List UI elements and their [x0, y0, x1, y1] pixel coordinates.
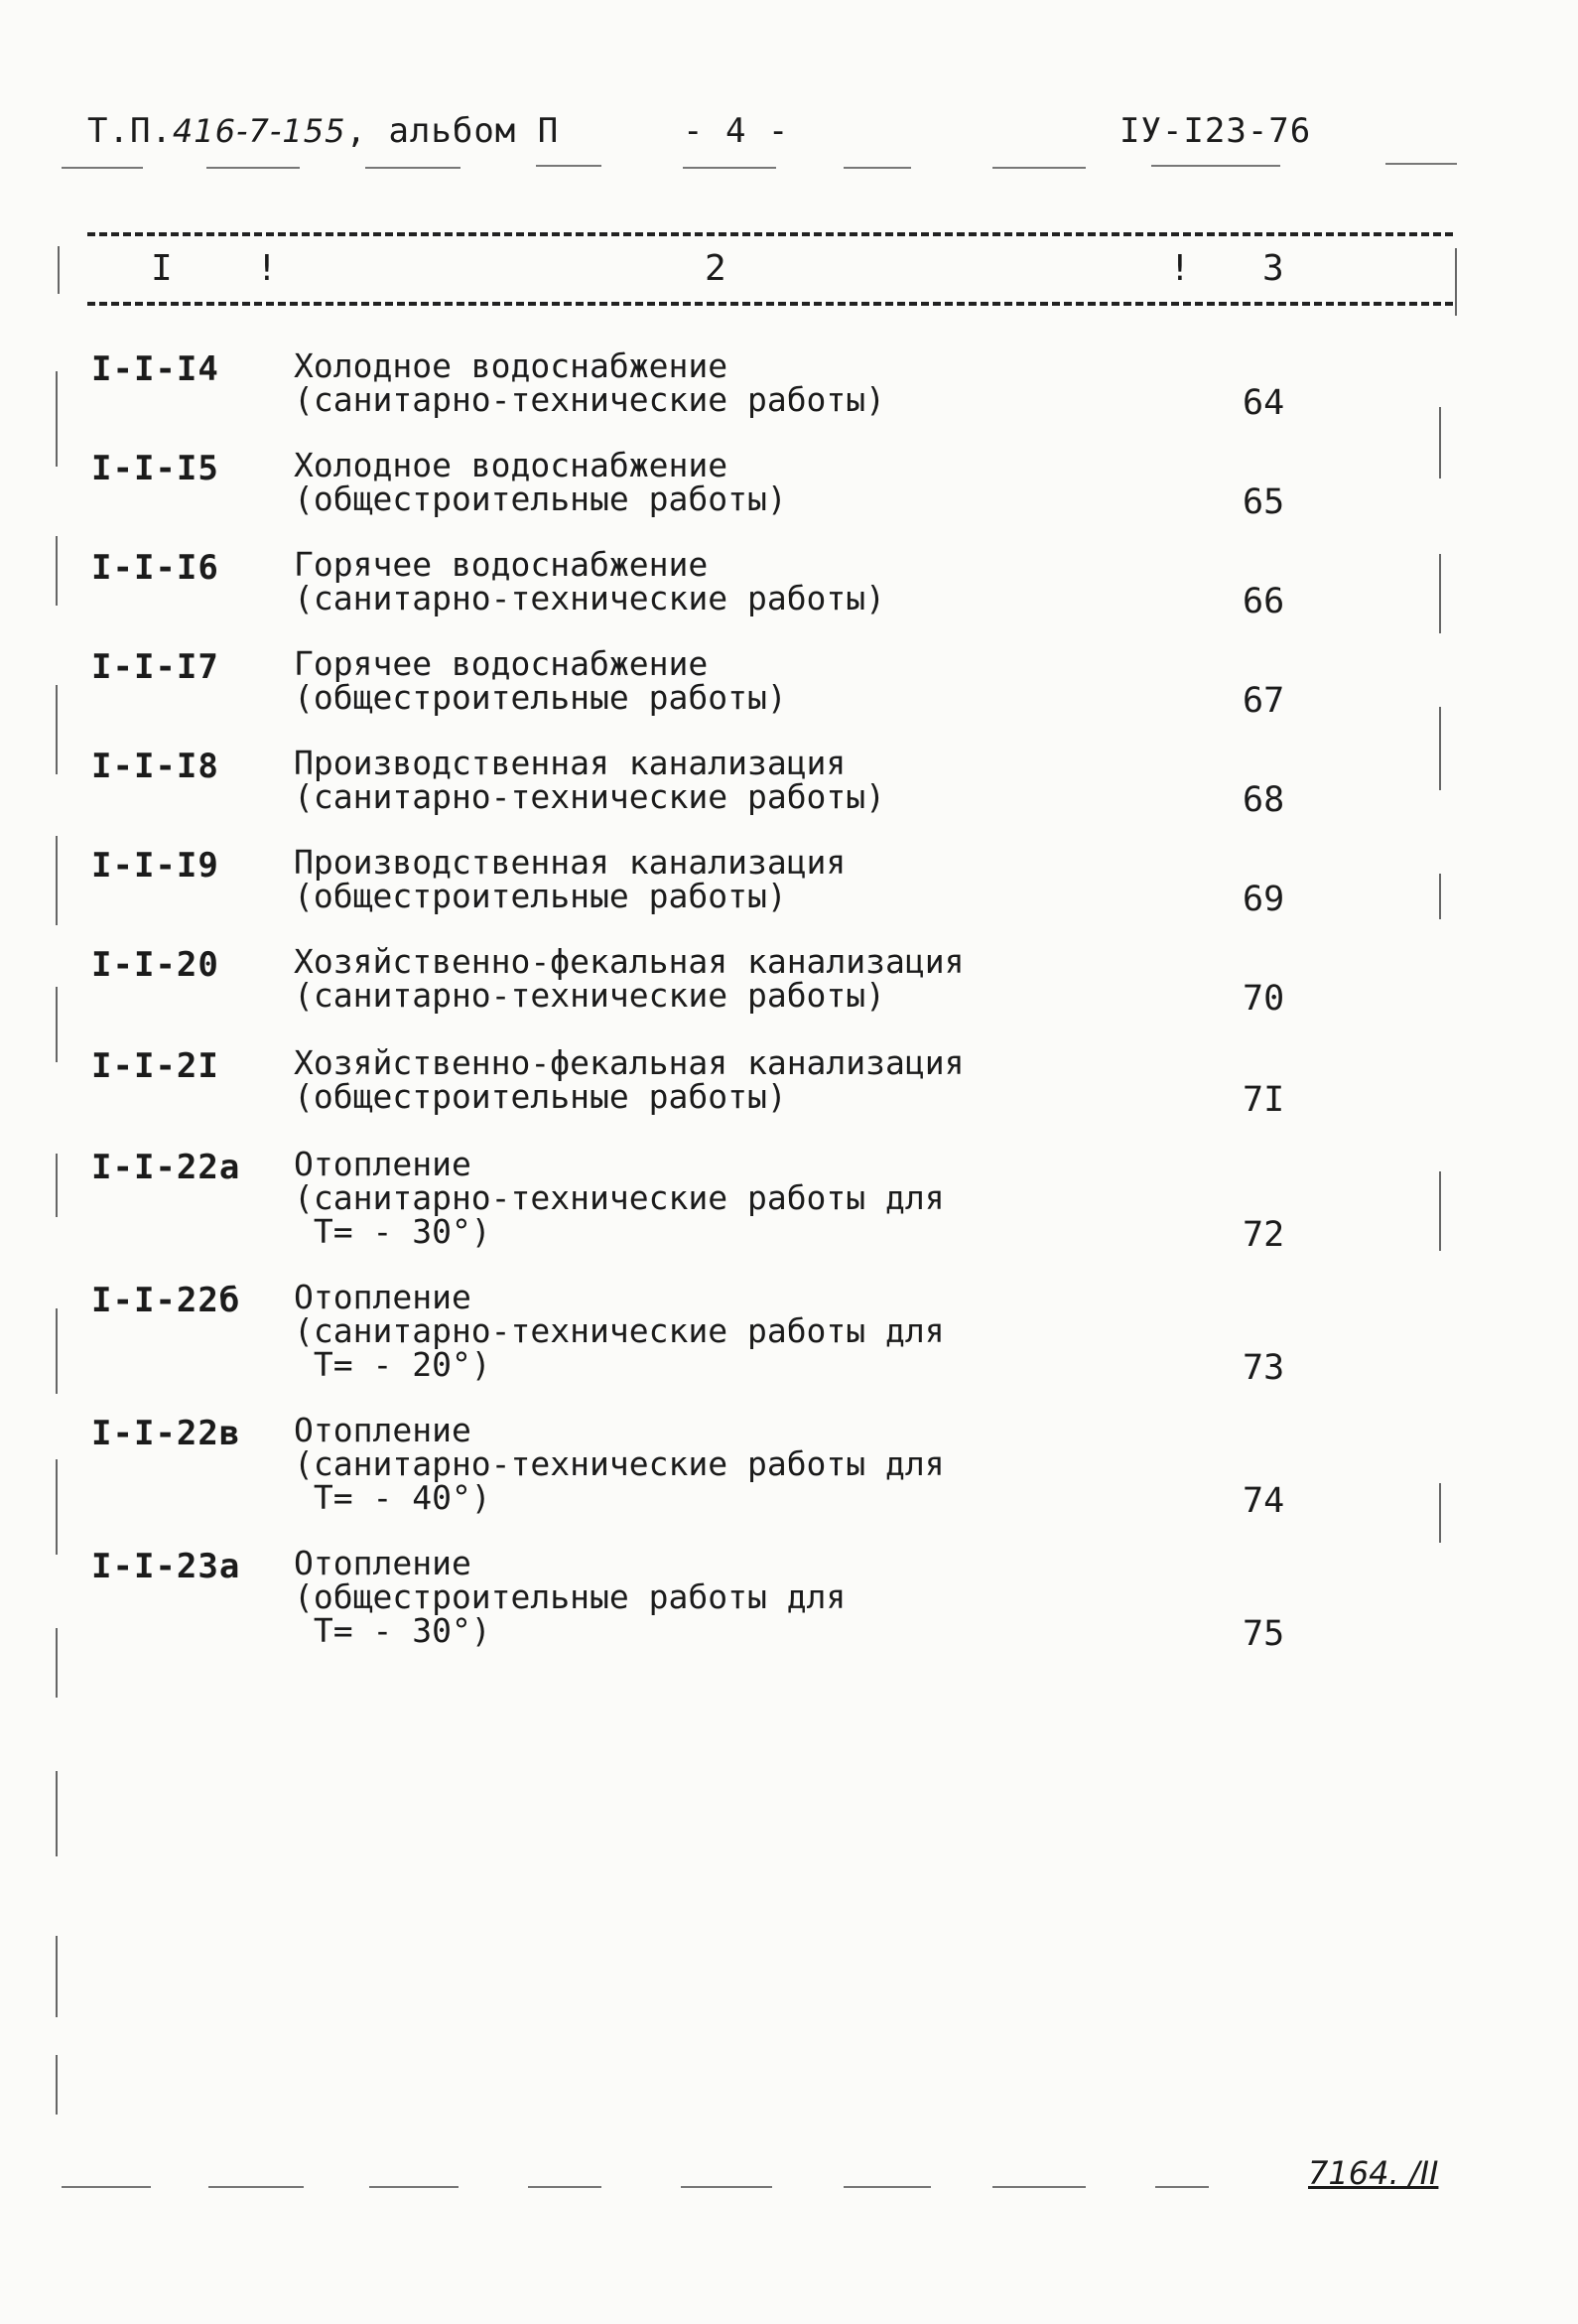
scan-margin-mark: [56, 836, 58, 925]
scan-margin-mark: [56, 1628, 58, 1698]
page-number: - 4 -: [683, 111, 790, 151]
sheet-description: Холодное водоснабжение (санитарно-технические работы): [294, 346, 886, 419]
column-separator: !: [1169, 248, 1191, 289]
album-label: , альбом П: [345, 111, 560, 151]
page-ref: 68: [1243, 780, 1285, 820]
scan-rule: [369, 2186, 459, 2188]
scan-rule: [62, 2186, 151, 2188]
page-ref: 69: [1243, 880, 1285, 919]
scan-margin-mark: [1439, 874, 1441, 919]
handwritten-inventory-mark: 7164. /II: [1308, 2154, 1439, 2192]
scan-margin-mark: [1439, 1483, 1441, 1543]
page-ref: 74: [1243, 1481, 1285, 1521]
scan-rule: [1385, 163, 1457, 165]
scan-rule: [681, 2186, 772, 2188]
scan-margin-mark: [56, 1308, 58, 1394]
scan-rule: [536, 165, 601, 167]
scan-rule: [844, 2186, 931, 2188]
scan-rule: [683, 167, 776, 169]
sheet-description: Холодное водоснабжение (общестроительные работы): [294, 446, 787, 518]
sheet-code: I-I-I8: [91, 747, 219, 786]
scan-rule: [992, 2186, 1086, 2188]
sheet-code: I-I-I6: [91, 548, 219, 588]
page-ref: 75: [1243, 1614, 1285, 1654]
sheet-code: I-I-22в: [91, 1414, 241, 1453]
page-ref: 70: [1243, 979, 1285, 1019]
scan-margin-mark: [56, 987, 58, 1062]
sheet-code: I-I-22а: [91, 1148, 241, 1187]
page-ref: 65: [1243, 482, 1285, 522]
column-1-header: I: [151, 248, 173, 289]
scan-rule: [365, 167, 460, 169]
sheet-code: I-I-22б: [91, 1281, 241, 1320]
scan-margin-mark: [56, 536, 58, 606]
page-ref: 7I: [1243, 1080, 1285, 1120]
sheet-code: I-I-I7: [91, 647, 219, 687]
sheet-code: I-I-I5: [91, 449, 219, 488]
sheet-code: I-I-2I: [91, 1046, 219, 1086]
column-3-header: 3: [1262, 248, 1284, 289]
sheet-description: Отопление (санитарно-технические работы для T= - 40°): [294, 1411, 945, 1517]
sheet-description: Отопление (санитарно-технические работы для T= - 30°): [294, 1145, 945, 1251]
page-ref: 67: [1243, 681, 1285, 721]
sheet-description: Производственная канализация (общестроительные работы): [294, 843, 847, 915]
doc-prefix: Т.П.: [87, 111, 173, 151]
sheet-description: Хозяйственно-фекальная канализация (общестроительные работы): [294, 1043, 965, 1116]
scan-rule: [208, 2186, 304, 2188]
table-top-rule: [87, 232, 1453, 236]
scan-margin-mark: [56, 371, 58, 467]
sheet-description: Производственная канализация (санитарно-технические работы): [294, 744, 886, 816]
scan-margin-mark: [56, 1771, 58, 1856]
scan-rule: [58, 246, 60, 294]
scan-rule: [1155, 2186, 1209, 2188]
sheet-description: Хозяйственно-фекальная канализация (санитарно-технические работы): [294, 942, 965, 1015]
sheet-code: I-I-20: [91, 945, 219, 985]
sheet-code: I-I-I4: [91, 349, 219, 389]
table-header-rule: [87, 302, 1453, 306]
sheet-code: I-I-I9: [91, 846, 219, 886]
column-separator: !: [256, 248, 278, 289]
series-code: IУ-I23-76: [1119, 111, 1312, 151]
column-2-header: 2: [705, 248, 726, 289]
page-ref: 72: [1243, 1215, 1285, 1255]
scan-margin-mark: [1439, 707, 1441, 790]
scan-margin-mark: [56, 2055, 58, 2115]
scan-rule: [1455, 248, 1457, 316]
page-ref: 66: [1243, 582, 1285, 621]
scan-rule: [528, 2186, 601, 2188]
scan-rule: [62, 167, 143, 169]
scan-margin-mark: [1439, 554, 1441, 633]
scan-margin-mark: [56, 1154, 58, 1217]
scan-margin-mark: [56, 1459, 58, 1555]
sheet-description: Горячее водоснабжение (общестроительные работы): [294, 644, 787, 717]
scan-rule: [206, 167, 300, 169]
scan-margin-mark: [56, 1936, 58, 2017]
scan-rule: [1151, 165, 1280, 167]
scan-rule: [844, 167, 911, 169]
sheet-description: Отопление (санитарно-технические работы для T= - 20°): [294, 1278, 945, 1384]
page-ref: 73: [1243, 1348, 1285, 1388]
scan-rule: [992, 167, 1086, 169]
sheet-code: I-I-23а: [91, 1547, 241, 1586]
page-ref: 64: [1243, 383, 1285, 423]
scan-margin-mark: [56, 685, 58, 774]
doc-designation: [87, 111, 559, 151]
scan-margin-mark: [1439, 1171, 1441, 1251]
scan-margin-mark: [1439, 407, 1441, 478]
sheet-description: Отопление (общестроительные работы для T= - 30°): [294, 1544, 847, 1650]
doc-number-handwritten: 416-7-155: [172, 112, 346, 150]
sheet-description: Горячее водоснабжение (санитарно-технические работы): [294, 545, 886, 617]
